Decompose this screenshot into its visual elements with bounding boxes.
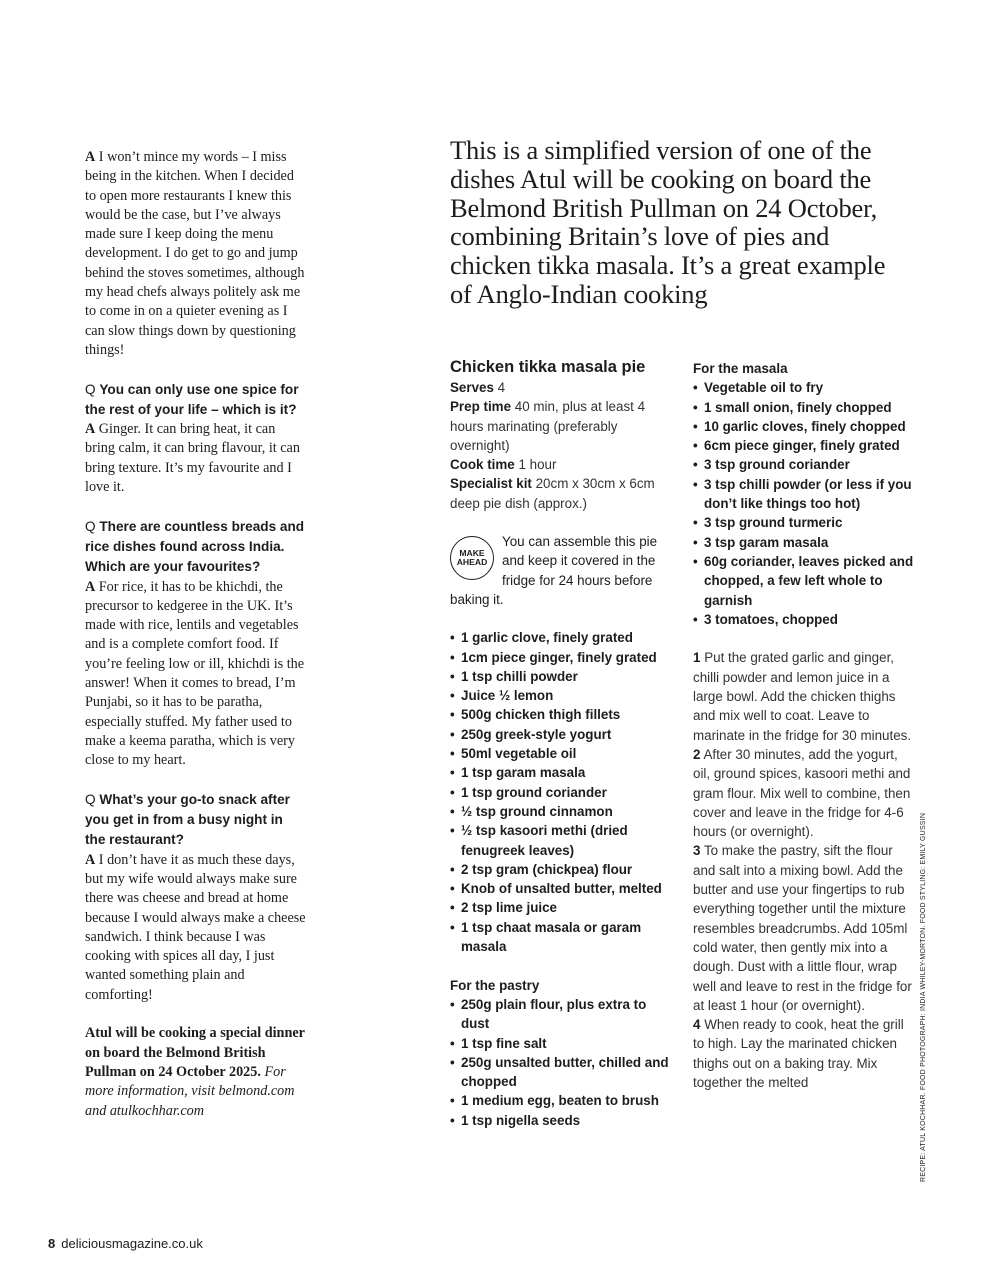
ingredient-item: • 2 tsp lime juice (450, 898, 672, 917)
ingredient-item: • Juice ½ lemon (450, 686, 672, 705)
prep-time: Prep time 40 min, plus at least 4 hours marinating (preferably overnight) (450, 399, 646, 453)
question-3: Q There are countless breads and rice dishes found across India. Which are your favourites? (85, 518, 305, 575)
ingredient-item: • Knob of unsalted butter, melted (450, 879, 672, 898)
answer-3: A For rice, it has to be khichdi, the precursor to kedgeree in the UK. It’s made with rice, lentils and vegetables and is a complete comfort food. If you’re feeling low or ill, khichdi is the answer! When it comes to bread, I’m Punjabi, so it has to be paratha, especially stuffed. My father used to make a keema paratha, which is very close to my heart. (85, 578, 305, 769)
method-step (693, 745, 915, 841)
recipe-title: Chicken tikka masala pie (450, 358, 646, 376)
ingredient-item: • 50ml vegetable oil (450, 744, 672, 763)
ingredient-item: • 250g unsalted butter, chilled and chopped (450, 1053, 672, 1092)
step-text: After 30 minutes, add the yogurt, oil, ground spices, kasoori methi and gram flour. Mix well to combine, then cover and leave in the fridge for 4-6 hours (or overnight). (693, 746, 911, 840)
ingredient-item: • 3 tsp garam masala (693, 533, 915, 552)
ingredient-item: • 1 tsp fine salt (450, 1034, 672, 1053)
ingredient-item: • 1 medium egg, beaten to brush (450, 1091, 672, 1110)
qa-2 (85, 380, 307, 498)
ingredient-item: • 60g coriander, leaves picked and chopped, a few left whole to garnish (693, 552, 915, 610)
ingredient-item: • Vegetable oil to fry (693, 378, 915, 397)
qa-3 (85, 517, 307, 771)
page-footer (48, 1236, 203, 1251)
cook-time: Cook time 1 hour (450, 457, 557, 473)
step-number: 1 (693, 650, 701, 666)
answer-1: A I won’t mince my words – I miss being in the kitchen. When I decided to open more restaurants I knew this would be the case, but I’ve always made sure I keep doing the menu development. I do get to go and jump behind the stoves sometimes, although my head chefs always politely ask me to come in on a quieter evening as I can slow things down by questioning things! (85, 149, 305, 358)
ingredient-item: • 10 garlic cloves, finely chopped (693, 417, 915, 436)
step-text: Put the grated garlic and ginger, chilli powder and lemon juice in a large bowl. Add the chicken thighs and mix well to coat. Leave to marinate in the fridge for 30 minutes. (693, 650, 912, 743)
ingredient-item: • 250g greek-style yogurt (450, 725, 672, 744)
make-ahead-text: You can assemble this pie and keep it covered in the fridge for 24 hours before baking it. (450, 534, 658, 607)
masala-heading: For the masala (693, 361, 788, 376)
ingredient-item: • 2 tsp gram (chickpea) flour (450, 860, 672, 879)
step-number: 3 (693, 843, 701, 859)
event-note: Atul will be cooking a special dinner on board the Belmond British Pullman on 24 October 2025. For more information, visit belmond.com and atulkochhar.com (85, 1025, 305, 1119)
make-ahead-badge-icon: MAKE AHEAD (450, 536, 494, 580)
method-step (693, 1015, 915, 1092)
ingredient-item: • ½ tsp kasoori methi (dried fenugreek leaves) (450, 821, 672, 860)
method-steps (693, 648, 915, 1092)
interview-column (85, 148, 307, 1140)
ingredient-item: • 3 tomatoes, chopped (693, 610, 915, 629)
ingredient-item: • 1 garlic clove, finely grated (450, 628, 672, 647)
recipe-column-left (450, 356, 672, 1130)
ingredient-item: • ½ tsp ground cinnamon (450, 802, 672, 821)
site-url: deliciousmagazine.co.uk (61, 1236, 203, 1251)
ingredient-list (450, 628, 672, 956)
ingredient-item: • 3 tsp chilli powder (or less if you don’t like things too hot) (693, 475, 915, 514)
ingredient-item: • 6cm piece ginger, finely grated (693, 436, 915, 455)
question-4: Q What’s your go-to snack after you get in from a busy night in the restaurant? (85, 791, 290, 848)
masala-ingredient-list (693, 378, 915, 629)
standfirst-headline: This is a simplified version of one of the dishes Atul will be cooking on board the Belmond British Pullman on 24 October, combining Britain’s love of pies and chicken tikka masala. It’s a great example of Anglo-Indian cooking (450, 135, 886, 309)
answer-2: A Ginger. It can bring heat, it can bring calm, it can bring flavour, it can bring texture. It’s my favourite and I love it. (85, 421, 300, 496)
ingredient-item: • 3 tsp ground coriander (693, 455, 915, 474)
qa-4 (85, 790, 307, 1005)
make-ahead-note (450, 532, 672, 609)
ingredient-item: • 1 small onion, finely chopped (693, 398, 915, 417)
recipe-column-right (693, 359, 915, 1092)
ingredient-item: • 500g chicken thigh fillets (450, 705, 672, 724)
page-number: 8 (48, 1236, 56, 1251)
ingredient-item: • 1 tsp garam masala (450, 763, 672, 782)
step-text: When ready to cook, heat the grill to high. Lay the marinated chicken thighs out on a baking tray. Mix together the melted (693, 1017, 904, 1090)
method-step (693, 841, 915, 1015)
step-number: 4 (693, 1017, 701, 1033)
photo-credits: RECIPE: ATUL KOCHHAR. FOOD PHOTOGRAPH: INDIA WHILEY-MORTON. FOOD STYLING: EMILY GUSSIN (920, 812, 927, 1182)
ingredient-item: • 1 tsp chilli powder (450, 667, 672, 686)
answer-4: A I don’t have it as much these days, but my wife would always make sure there was cheese and bread at home because I would always make a cheese sandwich. I think because I was cooking with spices all day, I just wanted something plain and comforting! (85, 851, 306, 1003)
step-number: 2 (693, 746, 701, 762)
pastry-ingredient-list (450, 995, 672, 1130)
pastry-heading: For the pastry (450, 977, 540, 993)
method-step (693, 648, 915, 744)
step-text: To make the pastry, sift the flour and salt into a mixing bowl. Add the butter and use your fingertips to rub everything together until the mixture resembles breadcrumbs. Add 105ml cold water, then gently mix into a dough. Dust with a little flour, wrap well and leave to rest in the fridge for at least 1 hour (or overnight). (693, 843, 912, 1013)
ingredient-item: • 3 tsp ground turmeric (693, 513, 915, 532)
ingredient-item: • 1cm piece ginger, finely grated (450, 648, 672, 667)
question-2: Q You can only use one spice for the rest of your life – which is it? (85, 381, 299, 417)
serves: Serves 4 (450, 380, 506, 395)
ingredient-item: • 1 tsp chaat masala or garam masala (450, 918, 672, 957)
specialist-kit: Specialist kit 20cm x 30cm x 6cm deep pie dish (approx.) (450, 476, 655, 511)
ingredient-item: • 1 tsp nigella seeds (450, 1111, 672, 1130)
ingredient-item: • 1 tsp ground coriander (450, 783, 672, 802)
ingredient-item: • 250g plain flour, plus extra to dust (450, 995, 672, 1034)
